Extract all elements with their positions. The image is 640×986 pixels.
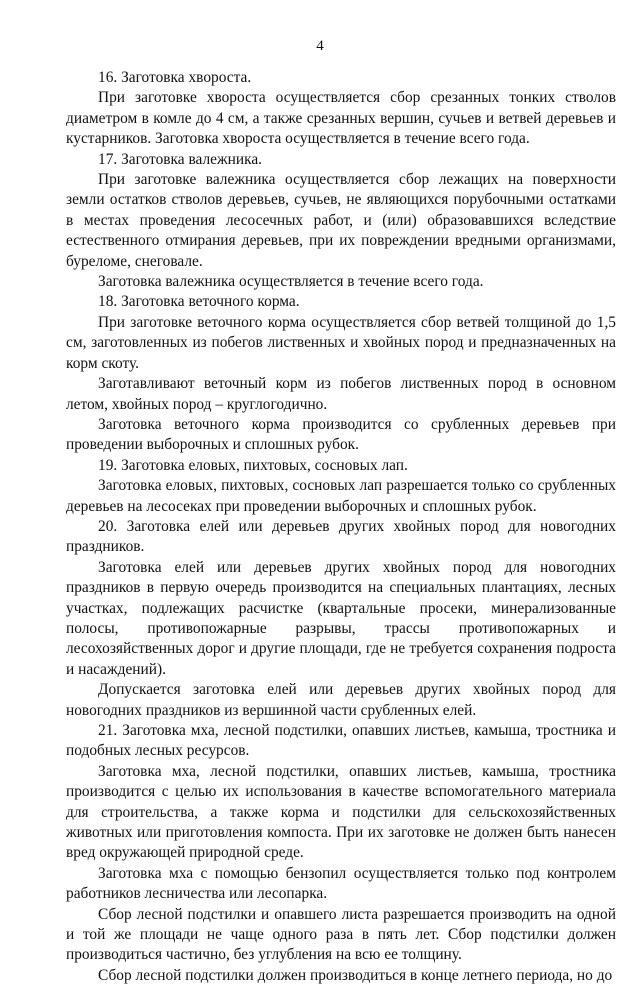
page-number: 4: [316, 38, 324, 54]
section-heading-17: 17. Заготовка валежника.: [98, 150, 263, 168]
paragraph: Допускается заготовка елей или деревьев других хвойных пород для новогодних праздников из вершинной части срубленных елей.: [66, 681, 616, 719]
section-heading-19: 19. Заготовка еловых, пихтовых, сосновых лап.: [98, 456, 408, 474]
paragraph: При заготовке валежника осуществляется сбор лежащих на поверхности земли остатков стволов деревьев, сучьев, не являющихся порубочными остатками в местах проведения лесосечных работ, и (или) образовавшихся вследствие естественного отмирания деревьев, при их повреждении вредными организмами, буреломе, снеговале.: [66, 171, 616, 270]
paragraph: При заготовке веточного корма осуществляется сбор ветвей толщиной до 1,5 см, заготовленных из побегов лиственных и хвойных пород и предназначенных на корм скоту.: [66, 313, 616, 372]
paragraph: Заготовка еловых, пихтовых, сосновых лап разрешается только со срубленных деревьев на лесосеках при проведении выборочных и сплошных рубок.: [66, 477, 616, 515]
paragraph: При заготовке хвороста осуществляется сбор срезанных тонких стволов диаметром в комле до 4 см, а также срезанных вершин, сучьев и ветвей деревьев и кустарников. Заготовка хвороста осуществляется в течение всего года.: [66, 89, 616, 148]
paragraph: Сбор лесной подстилки и опавшего листа разрешается производить на одной и той же площади не чаще одного раза в пять лет. Сбор подстилки должен производиться частично, без углубления на всю ее толщину.: [66, 905, 616, 964]
paragraph: Заготовка елей или деревьев других хвойных пород для новогодних праздников в первую очередь производится на специальных плантациях, лесных участках, подлежащих расчистке (квартальные просеки, минерализованные полосы, противопожарные разрывы, трассы противопожарных и лесохозяйственных дорог и другие площади, где не требуется сохранения подроста и насаждений).: [66, 558, 616, 678]
paragraph: Заготовка мха, лесной подстилки, опавших листьев, камыша, тростника производится с целью их использования в качестве вспомогательного материала для строительства, а также корма и подстилки для сельскохозяйственных животных или приготовления компоста. При их заготовке не должен быть нанесен вред окружающей природной среде.: [66, 762, 616, 862]
paragraph: Заготовка мха с помощью бензопил осуществляется только под контролем работников лесничества или лесопарка.: [66, 864, 616, 903]
document-body: [66, 68, 616, 986]
paragraph: Заготавливают веточный корм из побегов лиственных пород в основном летом, хвойных пород – круглогодично.: [66, 375, 616, 413]
section-heading-20: 20. Заготовка елей или деревьев других хвойных пород для новогодних праздников.: [66, 517, 616, 556]
paragraph: Заготовка валежника осуществляется в течение всего года.: [98, 273, 484, 291]
paragraph: Заготовка веточного корма производится со срубленных деревьев при проведении выборочных и сплошных рубок.: [66, 415, 616, 454]
section-heading-16: 16. Заготовка хвороста.: [98, 69, 252, 86]
section-heading-18: 18. Заготовка веточного корма.: [98, 293, 300, 311]
paragraph: Сбор лесной подстилки должен производиться в конце летнего периода, но до: [98, 966, 613, 984]
section-heading-21: 21. Заготовка мха, лесной подстилки, опавших листьев, камыша, тростника и подобных лесных ресурсов.: [66, 722, 616, 760]
